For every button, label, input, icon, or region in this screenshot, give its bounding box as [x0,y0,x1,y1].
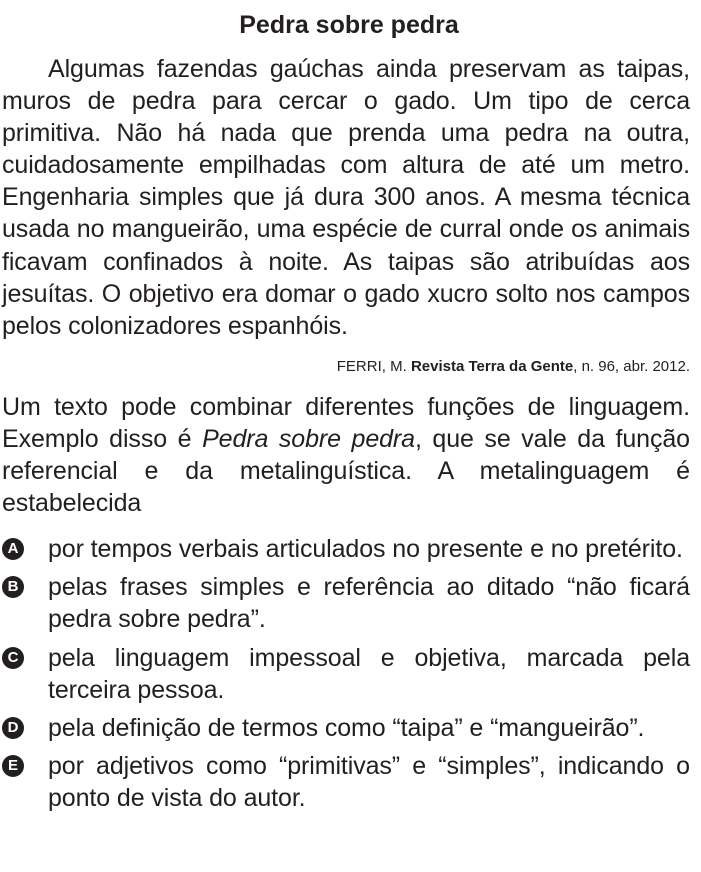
option-d-text: pela definição de termos como “taipa” e “mangueirão”. [48,713,645,742]
option-c-text: pela linguagem impessoal e objetiva, marcada pela terceira pessoa. [48,643,690,704]
option-a-text: por tempos verbais articulados no presente e no pretérito. [48,535,683,564]
option-a[interactable] [2,533,690,565]
option-d-letter-badge: D [2,717,24,739]
option-b-letter-badge: B [2,576,24,598]
option-e-text: por adjetivos como “primitivas” e “simples”, indicando o ponto de vista do autor. [48,751,690,812]
text-title: Pedra sobre pedra [239,11,459,39]
option-d[interactable] [2,712,690,744]
question-stem [2,391,690,519]
option-c-letter-badge: C [2,647,24,669]
option-b-text: pelas frases simples e referência ao ditado “não ficará pedra sobre pedra”. [48,573,690,634]
option-b[interactable] [2,571,690,635]
option-a-letter-badge: A [2,538,24,560]
answer-options [2,533,690,814]
source-publication: Revista Terra da Gente [410,357,574,375]
exam-question [2,0,690,820]
option-e-letter-badge: E [2,755,24,777]
question-stem-title: Pedra sobre pedra [202,424,415,453]
question-stem-part2: , que se vale da função referencial e da metalinguística. A metalinguagem é estabelecida [2,424,690,518]
source-details: , n. 96, abr. 2012. [573,357,690,375]
question-stem-part1: Um texto pode combinar diferentes funções de linguagem. Exemplo disso é [2,392,690,453]
option-e[interactable] [2,750,690,814]
source-author: FERRI, M. [336,357,411,375]
option-c[interactable] [2,642,690,706]
source-citation [2,357,690,377]
passage-paragraph: Algumas fazendas gaúchas ainda preservam as taipas, muros de pedra para cercar o gado. Um tipo de cerca primitiva. Não há nada que prenda uma pedra na outra, cuidadosamente empilhadas com altura de até um metro. Engenharia simples que já dura 300 anos. A mesma técnica usada no mangueirão, uma espécie de curral onde os animais ficavam confinados à noite. As taipas são atribuídas aos jesuítas. O objetivo era domar o gado xucro solto nos campos pelos colonizadores espanhóis. [2,55,690,340]
